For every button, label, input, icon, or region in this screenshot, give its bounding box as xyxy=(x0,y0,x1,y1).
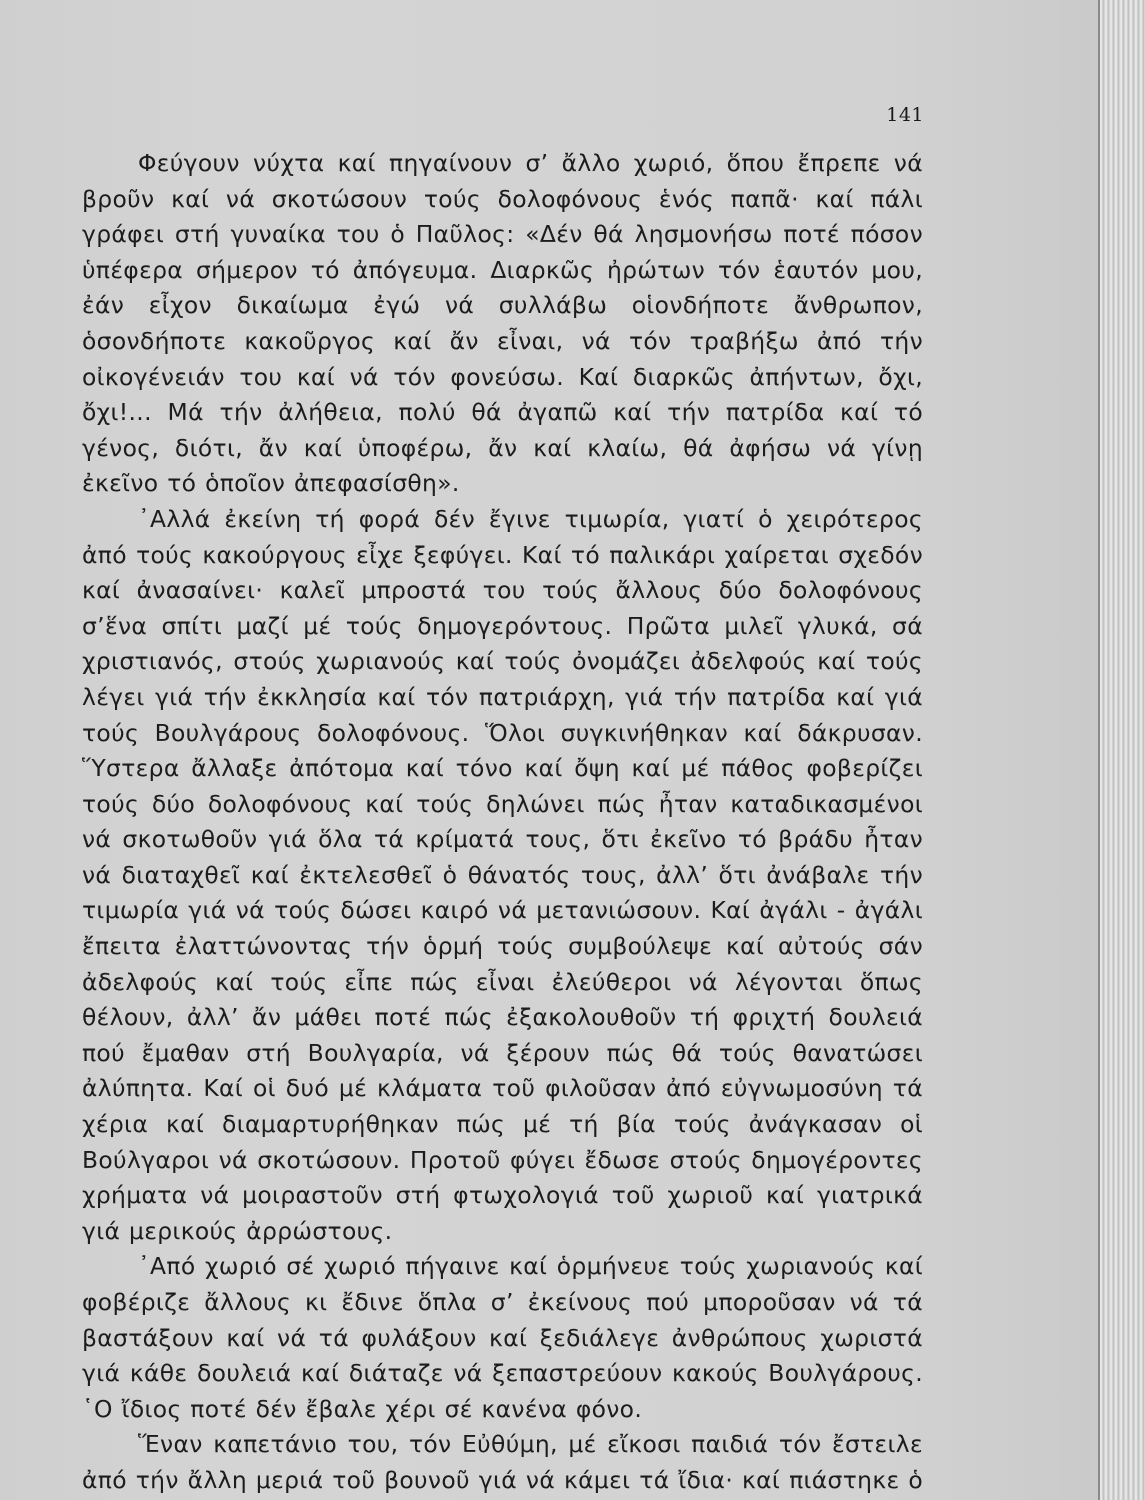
page-edge xyxy=(1098,0,1145,1500)
paragraph-2: ᾿Αλλά ἐκείνη τή φορά δέν ἔγινε τιμωρία, γιατί ὁ χειρότερος ἀπό τούς κακούργους εἶχε ξεφύγει. Καί τό παλικάρι χαίρεται σχεδόν καί ἀνασαίνει· καλεῖ μπροστά του τούς ἄλλους δύο δολοφόνους σ’ἕνα σπίτι μαζί μέ τούς δημογερόντους. Πρῶτα μιλεῖ γλυκά, σά χριστιανός, στούς χωριανούς καί τούς ὀνομάζει ἀδελφούς καί τούς λέγει γιά τήν ἐκκλησία καί τόν πατριάρχη, γιά τήν πατρίδα καί γιά τούς Βουλγάρους δολοφόνους. Ὅλοι συγκινήθηκαν καί δάκρυσαν. Ὕστερα ἄλλαξε ἀπότομα καί τόνο καί ὄψη καί μέ πάθος φοβερίζει τούς δύο δολοφόνους καί τούς δηλώνει πώς ἦταν καταδικασμένοι νά σκοτωθοῦν γιά ὅλα τά κρίματά τους, ὅτι ἐκεῖνο τό βράδυ ἦταν νά διαταχθεῖ καί ἐκτελεσθεῖ ὁ θάνατός τους, ἀλλ’ ὅτι ἀνάβαλε τήν τιμωρία γιά νά τούς δώσει καιρό νά μετανιώσουν. Καί ἀγάλι - ἀγάλι ἔπειτα ἐλαττώνοντας τήν ὁρμή τούς συμβούλεψε καί αὐτούς σάν ἀδελφούς καί τούς εἶπε πώς εἶναι ἐλεύθεροι νά λέγονται ὅπως θέλουν, ἀλλ’ ἄν μάθει ποτέ πώς ἐξακολουθοῦν τή φριχτή δουλειά πού ἔμαθαν στή Βουλγαρία, νά ξέρουν πώς θά τούς θανατώσει ἀλύπητα. Καί οἱ δυό μέ κλάματα τοῦ φιλοῦσαν ἀπό εὐγνωμοσύνη τά χέρια καί διαμαρτυρήθηκαν πώς μέ τή βία τούς ἀνάγκασαν οἱ Βούλγαροι νά σκοτώσουν. Προτοῦ φύγει ἔδωσε στούς δημογέροντες χρήματα νά μοιραστοῦν στή φτωχολογιά τοῦ χωριοῦ καί γιατρικά γιά μερικούς ἀρρώστους. xyxy=(82,504,923,1245)
body-text xyxy=(82,146,923,1499)
page-number: 141 xyxy=(886,104,924,126)
paragraph-1: Φεύγουν νύχτα καί πηγαίνουν σ’ ἄλλο χωριό, ὅπου ἔπρεπε νά βροῦν καί νά σκοτώσουν τούς δολοφόνους ἑνός παπᾶ· καί πάλι γράφει στή γυναίκα του ὁ Παῦλος: «Δέν θά λησμονήσω ποτέ πόσον ὑπέφερα σήμερον τό ἀπόγευμα. Διαρκῶς ἠρώτων τόν ἑαυτόν μου, ἐάν εἶχον δικαίωμα ἐγώ νά συλλάβω οἱονδήποτε ἄνθρωπον, ὁσονδήποτε κακοῦργος καί ἄν εἶναι, νά τόν τραβήξω ἀπό τήν οἰκογένειάν του καί νά τόν φονεύσω. Καί διαρκῶς ἀπήντων, ὄχι, ὄχι!... Μά τήν ἀλήθεια, πολύ θά ἀγαπῶ καί τήν πατρίδα καί τό γένος, διότι, ἄν καί ὑποφέρω, ἄν καί κλαίω, θά ἀφήσω νά γίνῃ ἐκεῖνο τό ὁποῖον ἀπεφασίσθη». xyxy=(82,149,923,498)
paragraph-3: ᾿Από χωριό σέ χωριό πήγαινε καί ὁρμήνευε τούς χωριανούς καί φοβέριζε ἄλλους κι ἔδινε ὅπλα σ’ ἐκείνους πού μποροῦσαν νά τά βαστάξουν καί νά τά φυλάξουν καί ξεδιάλεγε ἀνθρώπους χωριστά γιά κάθε δουλειά καί διάταζε νά ξεπαστρεύουν κακούς Βουλγάρους. ῾Ο ἴδιος ποτέ δέν ἔβαλε χέρι σέ κανένα φόνο. xyxy=(82,1252,923,1423)
paragraph-4: Ἕναν καπετάνιο του, τόν Εὐθύμη, μέ εἴκοσι παιδιά τόν ἔστειλε ἀπό τήν ἄλλη μεριά τοῦ βουνοῦ γιά νά κάμει τά ἴδια· καί πιάστηκε ὁ xyxy=(82,1430,923,1494)
